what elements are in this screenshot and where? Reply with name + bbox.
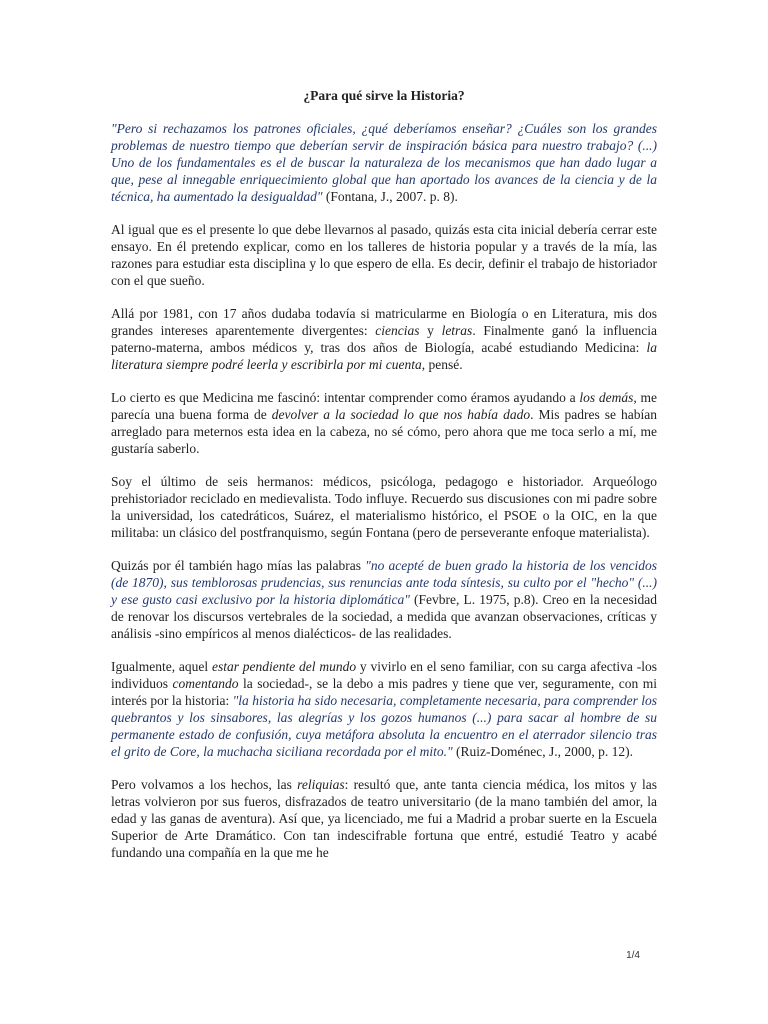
paragraph-text: , pensé. [421,357,463,372]
paragraph-2 [111,221,657,289]
emphasis: reliquias [297,777,345,792]
paragraph-text: (Ruiz-Doménec, J., 2000, p. 12). [452,744,633,759]
paragraph-text: Soy el último de seis hermanos: médicos, psicóloga, pedagogo e historiador. Arqueólogo prehistoriador reciclado en medievalista. Todo influye. Recuerdo sus discusiones con mi padre sobre la universidad, los catedráticos, Suárez, el materialismo histórico, el PSOE o la OIC, en la que militaba: un clásico del postfranquismo, según Fontana (pero de perseverante enfoque materialista). [111,474,657,540]
paragraph-7 [111,658,657,760]
paragraph-1 [111,120,657,205]
emphasis: ciencias [375,323,420,338]
febvre-quote: "no acepté de buen grado la historia de los vencidos (de 1870), sus temblorosas prudencias, sus renuncias ante toda síntesis, su culto por el "hecho" (...) y ese gusto casi exclusivo por la historia diplomática" [111,558,657,607]
paragraph-text: Allá por 1981, con 17 años dudaba todavía si matricularme en Biología o en Literatura, mis dos grandes intereses aparentemente divergentes: [111,306,657,338]
ruiz-domenec-quote: "la historia ha sido necesaria, completamente necesaria, para comprender los quebrantos y los sinsabores, las alegrías y los gozos humanos (...) para sacar al hombre de su permanente estado de confusión, cuya metáfora absoluta la encuentro en el aterrador silencio tras el grito de Core, la muchacha siciliana recordada por el mito." [111,693,658,759]
emphasis: devolver a la sociedad lo que nos había dado [271,407,531,422]
emphasis: letras [441,323,473,338]
document-body [111,120,657,877]
paragraph-text: Quizás por él también hago mías las palabras [111,558,366,573]
paragraph-text: Lo cierto es que Medicina me fascinó: intentar comprender como éramos ayudando a [111,390,580,405]
citation: (Fontana, J., 2007. p. 8). [322,189,458,204]
paragraph-text: (Fevbre, L. 1975, p.8). Creo en la necesidad de renovar los discursos vertebrales de la sociedad, a medida que avanzan observaciones, críticas y análisis -sino empíricos al menos dialécticos- de las realidades. [111,592,657,641]
paragraph-text: y [419,323,442,338]
paragraph-text: . Finalmente ganó la influencia paterno-materna, ambos médicos y, tras dos años de Biología, acabé estudiando Medicina: [111,323,658,355]
fontana-quote: "Pero si rechazamos los patrones oficiales, ¿qué deberíamos enseñar? ¿Cuáles son los grandes problemas de nuestro tiempo que deberían servir de inspiración básica para nuestro trabajo? (...) Uno de los fundamentales es el de buscar la naturaleza de los mecanismos que han dado lugar a que, pese al innegable enriquecimiento global que han aportado los avances de la ciencia y de la técnica, ha aumentado la desigualdad" [111,121,657,204]
page-number: 1/4 [626,950,640,961]
paragraph-text: , me parecía una buena forma de [111,390,658,422]
paragraph-text: la sociedad-, se la debo a mis padres y tiene que ver, seguramente, con mi interés por la historia: [111,676,657,708]
paragraph-8 [111,776,657,861]
paragraph-4 [111,389,657,457]
paragraph-text: Igualmente, aquel [111,659,212,674]
paragraph-6 [111,557,657,642]
paragraph-text: y vivirlo en el seno familiar, con su carga afectiva -los individuos [111,659,657,691]
emphasis: los demás [579,390,634,405]
paragraph-text: Pero volvamos a los hechos, las [111,777,298,792]
paragraph-text: : resultó que, ante tanta ciencia médica, los mitos y las letras volvieron por sus fueros, disfrazados de teatro universitario (de la mano también del amor, la edad y las ganas de aventura). Así que, ya licenciado, me fui a Madrid a probar suerte en la Escuela Superior de Arte Dramático. Con tan indescifrable fortuna que entré, estudié Teatro y acabé fundando una compañía en la que me he [111,777,657,860]
emphasis: comentando [172,676,239,691]
paragraph-5 [111,473,657,541]
page-title: ¿Para qué sirve la Historia? [303,88,465,103]
paragraph-3 [111,305,657,373]
emphasis: la literatura siempre podré leerla y escribirla por mi cuenta [111,340,657,372]
paragraph-text: . Mis padres se habían arreglado para meternos esta idea en la cabeza, no sé cómo, pero ahora que me toca serlo a mí, me gustaría saberlo. [111,407,657,456]
emphasis: estar pendiente del mundo [211,659,357,674]
paragraph-text: Al igual que es el presente lo que debe llevarnos al pasado, quizás esta cita inicial debería cerrar este ensayo. En él pretendo explicar, como en los talleres de historia popular y a través de la mía, las razones para estudiar esta disciplina y lo que espero de ella. Es decir, definir el trabajo de historiador con el que sueño. [111,222,657,288]
